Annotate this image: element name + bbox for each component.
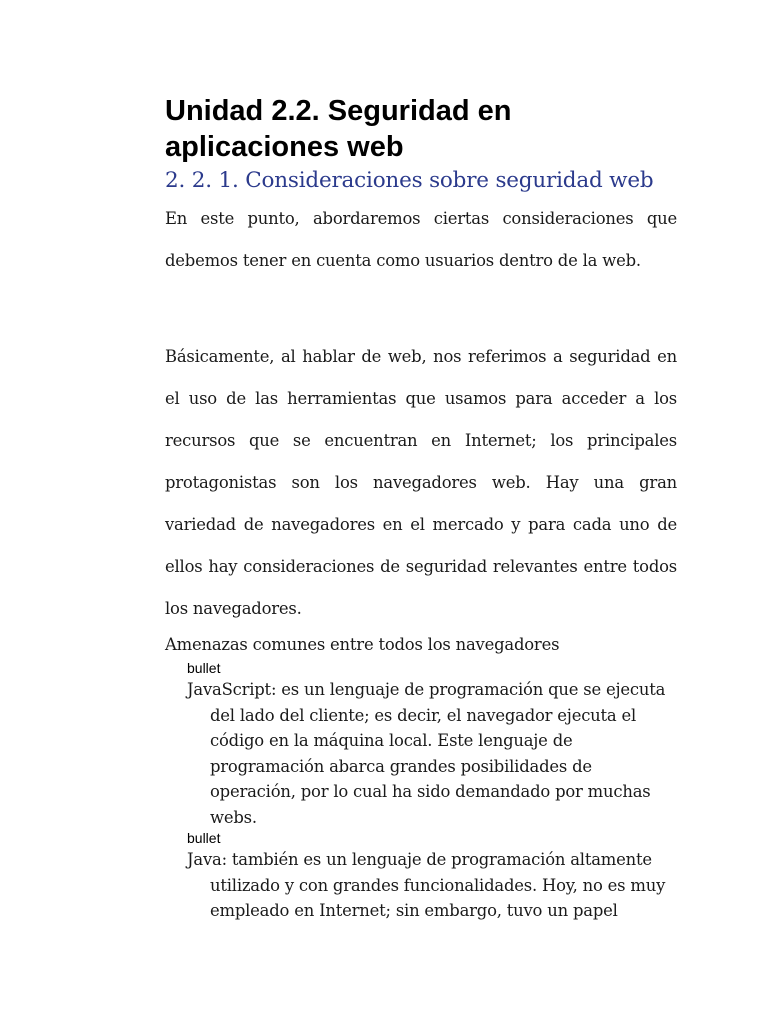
threats-heading: Amenazas comunes entre todos los navegadores: [165, 635, 560, 654]
bullet-text: Java: también es un lenguaje de programación altamente utilizado y con grandes funcionalidades. Hoy, no es muy empleado en Internet; sin embargo, tuvo un papel: [187, 850, 666, 920]
bullet-marker: bullet: [187, 830, 221, 846]
intro-paragraph: En este punto, abordaremos ciertas consideraciones que debemos tener en cuenta como usuarios dentro de la web.: [165, 209, 677, 270]
document-page: [165, 93, 677, 924]
paragraph-spacer: [165, 282, 677, 336]
list-item: [187, 830, 677, 924]
threats-list: [165, 660, 677, 924]
bullet-marker: bullet: [187, 660, 221, 676]
section-subtitle: 2. 2. 1. Consideraciones sobre seguridad web: [165, 168, 654, 193]
list-item: [187, 660, 677, 830]
bullet-text: JavaScript: es un lenguaje de programación que se ejecuta del lado del cliente; es decir, el navegador ejecuta el código en la máquina local. Este lenguaje de programación abarca grandes posibilidades de operación, por lo cual ha sido demandado por muchas webs.: [187, 680, 666, 827]
document-title: Unidad 2.2. Seguridad en aplicaciones web: [165, 95, 512, 163]
body-paragraph: Básicamente, al hablar de web, nos referimos a seguridad en el uso de las herramientas que usamos para acceder a los recursos que se encuentran en Internet; los principales protagonistas son los navegadores web. Hay una gran variedad de navegadores en el mercado y para cada uno de ellos hay consideraciones de seguridad relevantes entre todos los navegadores.: [165, 347, 677, 618]
